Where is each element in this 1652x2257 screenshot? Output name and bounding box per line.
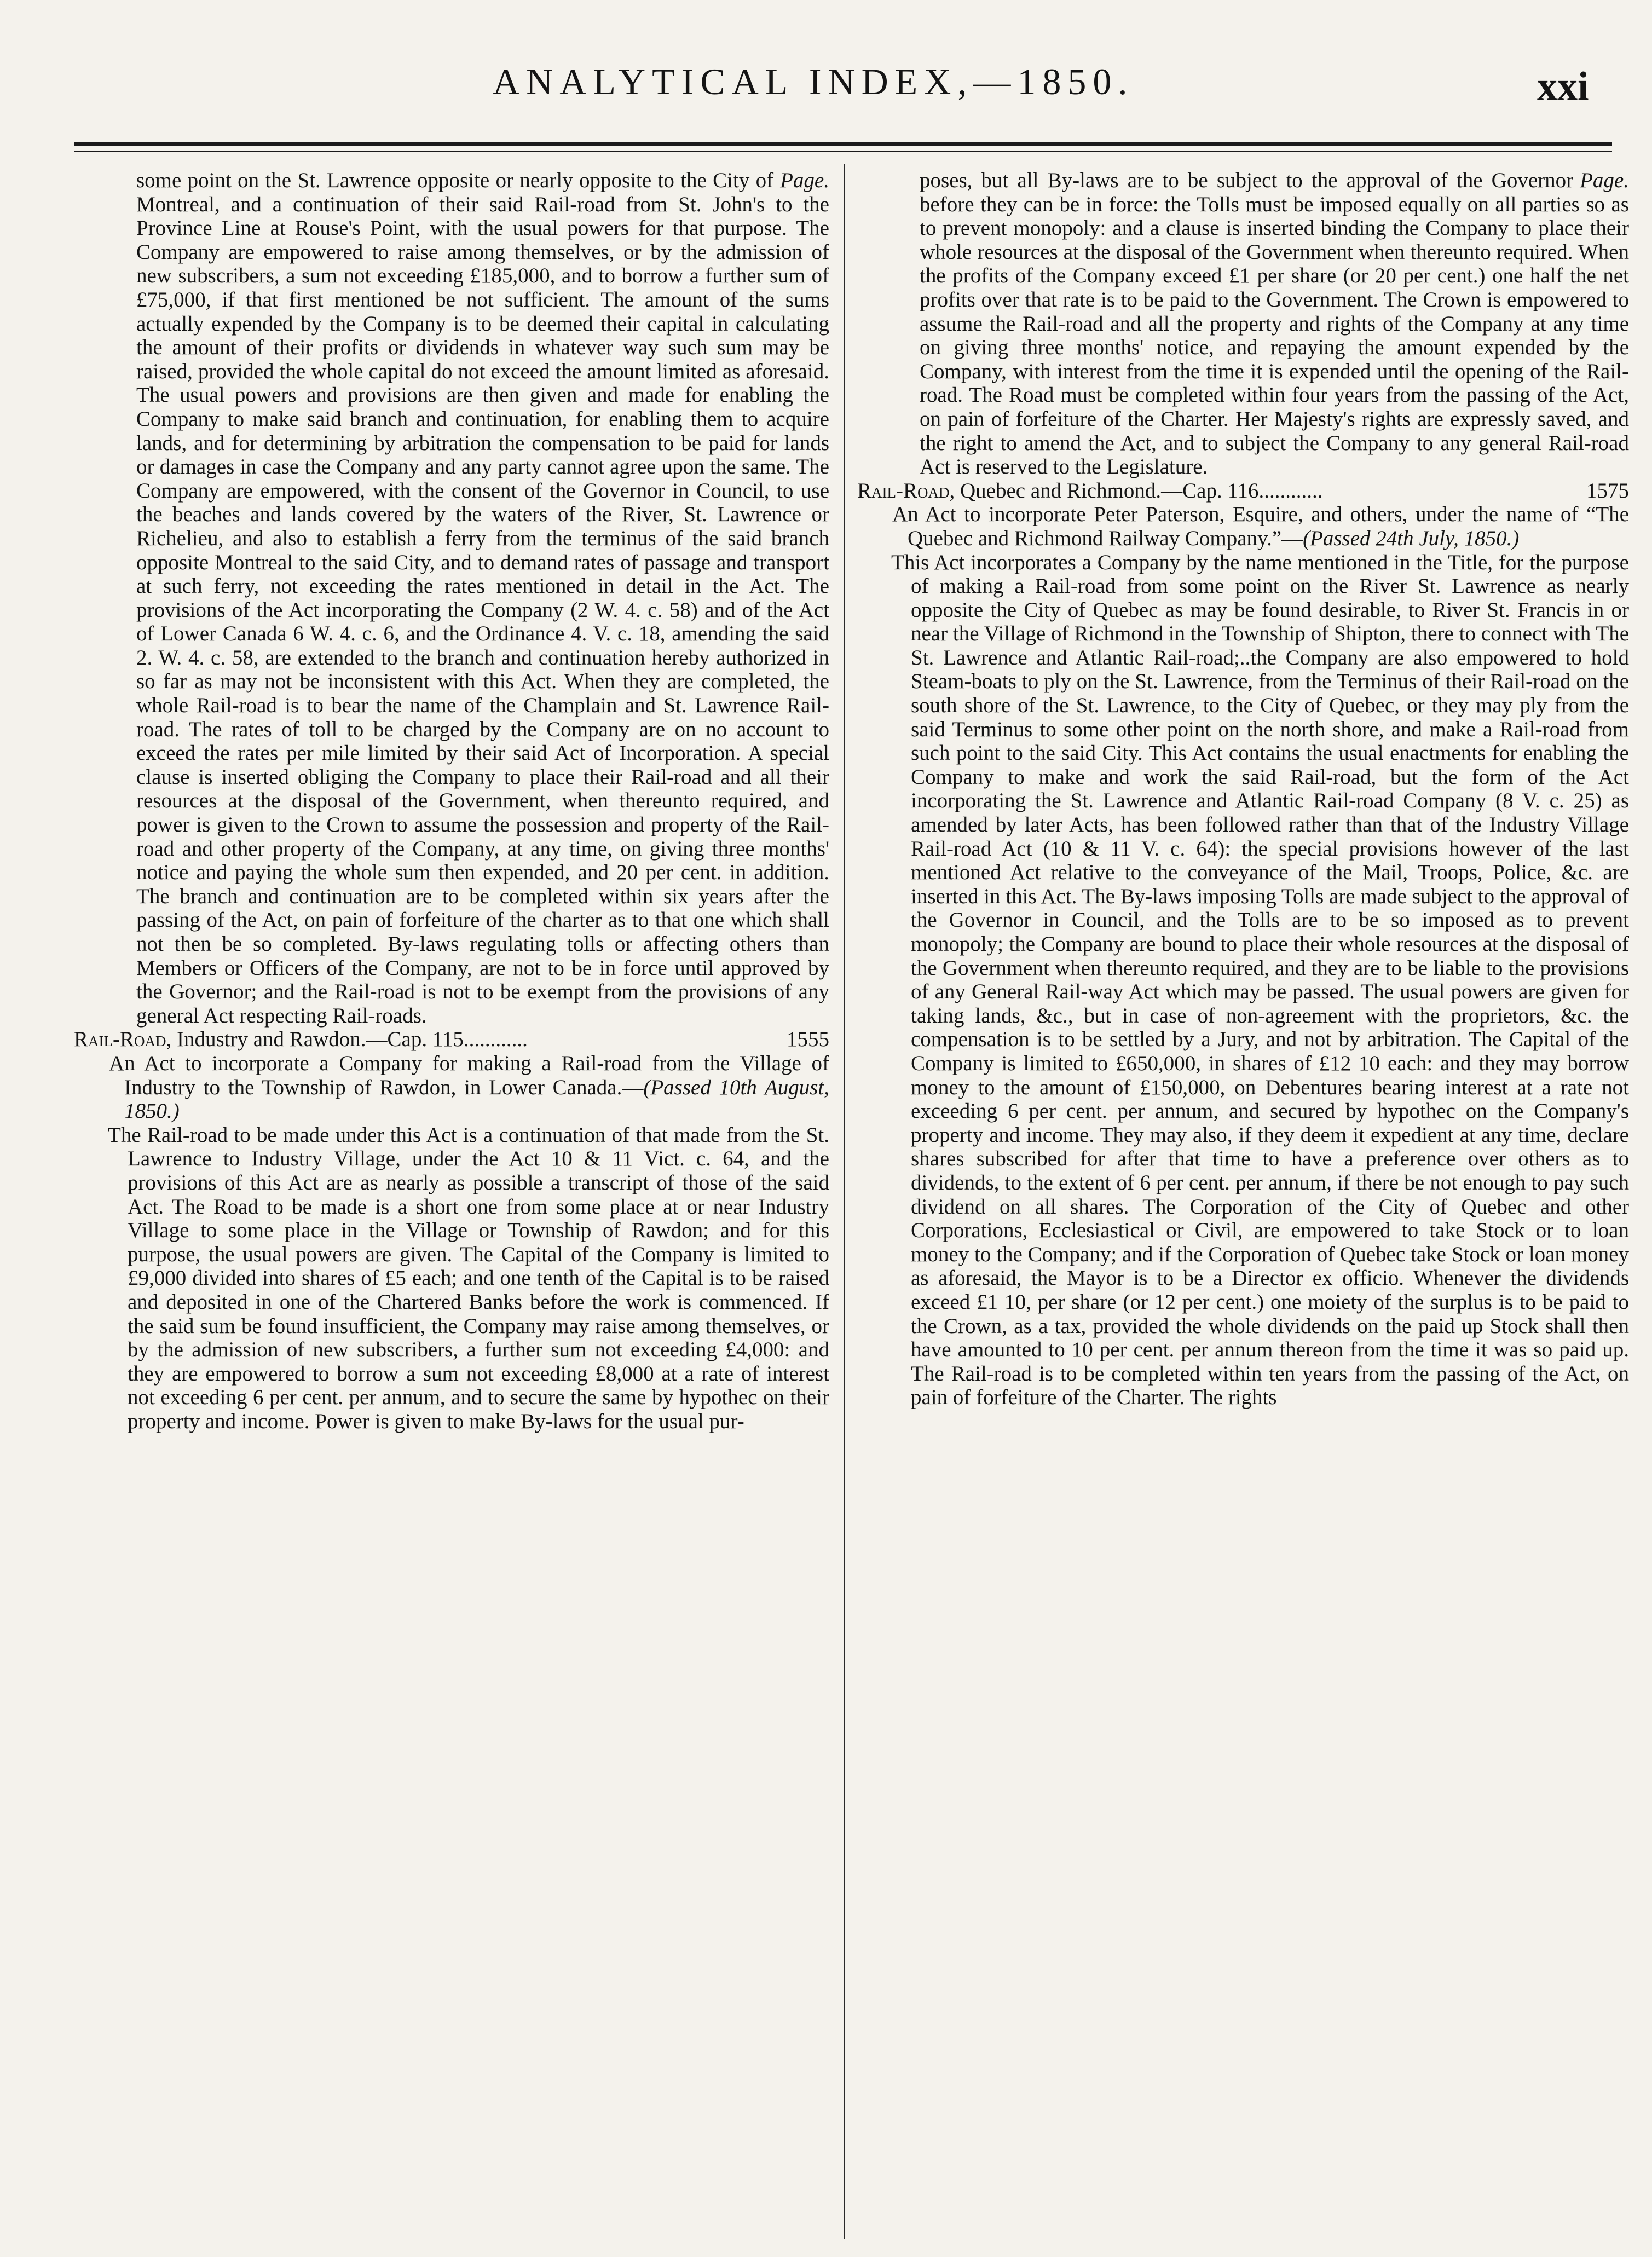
- header-rule-thick: [74, 142, 1612, 146]
- continued-entry-text: some point on the St. Lawrence opposite or nearly opposite to the City of Montreal, and a continuation of their said Rail-road from St. John's to the Province Line at Rouse's Point, with the usual powers for that purpose. The Company are empowered to raise among themselves, or by the admission of new subscribers, a sum not exceeding £185,000, and to borrow a further sum of £75,000, if that first mentioned be not sufficient. The amount of the sums actually expended by the Company is to be deemed their capital in calculating the amount of their profits or dividends in whatever way such sum may be raised, provided the whole capital do not exceed the amount limited as aforesaid. The usual powers and provisions are then given and made for enabling the Company to make said branch and continuation, for enabling them to acquire lands, and for determining by arbitration the compensation to be paid for lands or damages in case the Company and any party cannot agree upon the same. The Company are empowered, with the consent of the Governor in Council, to use the beaches and lands covered by the waters of the River, St. Lawrence or Richelieu, and also to establish a ferry from the terminus of the said branch opposite Montreal to the said City, and to demand rates of passage and transport at such ferry, not exceeding the rates mentioned in detail in the Act. The provisions of the Act incorporating the Company (2 W. 4. c. 58) and of the Act of Lower Canada 6 W. 4. c. 6, and the Ordinance 4. V. c. 18, amending the said 2. W. 4. c. 58, are extended to the branch and continuation hereby authorized in so far as may not be inconsistent with this Act. When they are completed, the whole Rail-road is to bear the name of the Champlain and St. Lawrence Rail-road. The rates of toll to be charged by the Company are on no account to exceed the rates per mile limited by their said Act of Incorporation. A special clause is inserted obliging the Company to place their Rail-road and all their resources at the disposal of the Government, when thereunto required, and power is given to the Crown to assume the possession and property of the Rail-road and other property of the Company, at any time, on giving three months' notice and paying the whole sum then expended, and 20 per cent. in addition. The branch and continuation are to be completed within six years after the passing of the Act, on pain of forfeiture of the charter as to that one which shall not then be so completed. By-laws regulating tolls or affecting others than Members or Officers of the Company, are not to be in force until approved by the Governor; and the Rail-road is not to be exempt from the provisions of any general Act respecting Rail-roads.: [136, 169, 829, 1028]
- entry-heading-keyword: Rail-Road,: [74, 1028, 172, 1052]
- continued-entry-text: poses, but all By-laws are to be subject to the approval of the Governor before they can be in force: the Tolls must be imposed equally on all parties so as to prevent monopoly: and a clause is inserted binding the Company to place their whole resources at the disposal of the Government when thereunto required. When the profits of the Company exceed £1 per share (or 20 per cent.) one half the net profits over that rate is to be paid to the Government. The Crown is empowered to assume the Rail-road and all the property and rights of the Company at any time on giving three months' notice, and repaying the amount expended by the Company, with interest from the time it is expended until the opening of the Rail-road. The Road must be completed within four years from the passing of the Act, on pain of forfeiture of the Charter. Her Majesty's rights are expressly saved, and the right to amend the Act, and to subject the Company to any general Rail-road Act is reserved to the Legislature.: [920, 169, 1629, 479]
- header-rule-thin: [74, 151, 1612, 152]
- act-title-text: An Act to incorporate Peter Paterson, Esquire, and others, under the name of “The Quebec and Richmond Railway Company.”—: [892, 503, 1629, 550]
- act-passed-date: (Passed 24th July, 1850.): [1303, 526, 1520, 550]
- entry-heading: [74, 1028, 829, 1052]
- act-summary: This Act incorporates a Company by the name mentioned in the Title, for the purpose of making a Rail-road from some point on the River St. Lawrence as nearly opposite the City of Quebec as may be found desirable, to River St. Francis in or near the Village of Richmond in the Township of Shipton, there to connect with The St. Lawrence and Atlantic Rail-road;..the Company are also empowered to hold Steam-boats to ply on the St. Lawrence, from the Terminus of their Rail-road on the south shore of the St. Lawrence, to the City of Quebec, or they may ply from the said Terminus to some other point on the north shore, and make a Rail-road from such point to the said City. This Act contains the usual enactments for enabling the Company to make and work the said Rail-road, but the form of the Act incorporating the St. Lawrence and Atlantic Rail-road Company (8 V. c. 25) as amended by later Acts, has been followed rather than that of the Industry Village Rail-road Act (10 & 11 V. c. 64): the special provisions however of the last mentioned Act relative to the conveyance of the Mail, Troops, Police, &c. are inserted in this Act. The By-laws imposing Tolls are made subject to the approval of the Governor in Council, and the Tolls are to be so imposed as to prevent monopoly; the Company are bound to place their whole resources at the disposal of the Government when thereunto required, and they are to be liable to the provisions of any General Rail-way Act which may be passed. The usual powers are given for taking lands, &c., but in case of non-agreement with the proprietors, &c. the compensation is to be settled by a Jury, and not by arbitration. The Capital of the Company is limited to £650,000, in shares of £12 10 each: and they may borrow money to the amount of £150,000, on Debentures bearing interest at a rate not exceeding 6 per cent. per annum, and secured by hypothec on the Company's property and income. They may also, if they deem it expedient at any time, declare shares subscribed for after that time to have a preference over others as to dividends, to the extent of 6 per cent. per annum, if there be not enough to pay such dividend on all shares. The Corporation of the City of Quebec and other Corporations, Ecclesiastical or Civil, are empowered to take Stock or to loan money to the Company; and if the Corporation of Quebec take Stock or loan money as aforesaid, the Mayor is to be a Director ex officio. Whenever the dividends exceed £1 10, per share (or 12 per cent.) one moiety of the surplus is to be paid to the Crown, as a tax, provided the whole dividends on the paid up Stock shall then have amounted to 10 per cent. per annum thereon from the time it was so paid up. The Rail-road is to be completed within ten years from the passing of the Act, on pain of forfeiture of the Charter. The rights: [891, 550, 1629, 1410]
- act-title: [857, 503, 1629, 550]
- act-summary: The Rail-road to be made under this Act is a continuation of that made from the St. Lawrence to Industry Village, under the Act 10 & 11 Vict. c. 64, and the provisions of this Act are as nearly as possible a transcript of those of the said Act. The Road to be made is a short one from some place at or near Industry Village to some place in the Village or Township of Rawdon; and for this purpose, the usual powers are given. The Capital of the Company is limited to £9,000 divided into shares of £5 each; and one tenth of the Capital is to be raised and deposited in one of the Chartered Banks before the work is commenced. If the said sum be found insufficient, the Company may raise among themselves, or by the admission of new subscribers, a further sum not exceeding £4,000: and they are empowered to borrow a sum not exceeding £8,000 at a rate of interest not exceeding 6 per cent. per annum, and to secure the same by hypothec on their property and income. Power is given to make By-laws for the usual pur-: [108, 1123, 829, 1433]
- entry-heading: [857, 479, 1629, 503]
- page-column-label: Page.: [1580, 169, 1629, 192]
- left-column: [74, 169, 829, 1433]
- entry-heading-title: Industry and Rawdon.—Cap. 115............: [171, 1028, 528, 1052]
- entry-heading-keyword: Rail-Road,: [857, 478, 955, 503]
- act-title-text: An Act to incorporate a Company for making a Rail-road from the Village of Industry to the Township of Rawdon, in Lower Canada.—: [109, 1051, 829, 1099]
- page-column-label: Page.: [780, 169, 829, 192]
- page-number: xxi: [1537, 64, 1589, 109]
- running-title: ANALYTICAL INDEX,—1850.: [493, 61, 1134, 102]
- entry-page-reference: 1575: [1586, 478, 1629, 503]
- page-header: [0, 60, 1652, 120]
- act-title: [74, 1052, 829, 1123]
- entry-heading-title: Quebec and Richmond.—Cap. 116............: [955, 478, 1323, 503]
- act-passed-date: (Passed 10th August, 1850.): [124, 1075, 829, 1123]
- column-divider: [844, 164, 845, 2239]
- continued-entry: [857, 169, 1629, 479]
- entry-page-reference: 1555: [787, 1028, 829, 1052]
- right-column: [857, 169, 1629, 1410]
- continued-entry: [74, 169, 829, 1028]
